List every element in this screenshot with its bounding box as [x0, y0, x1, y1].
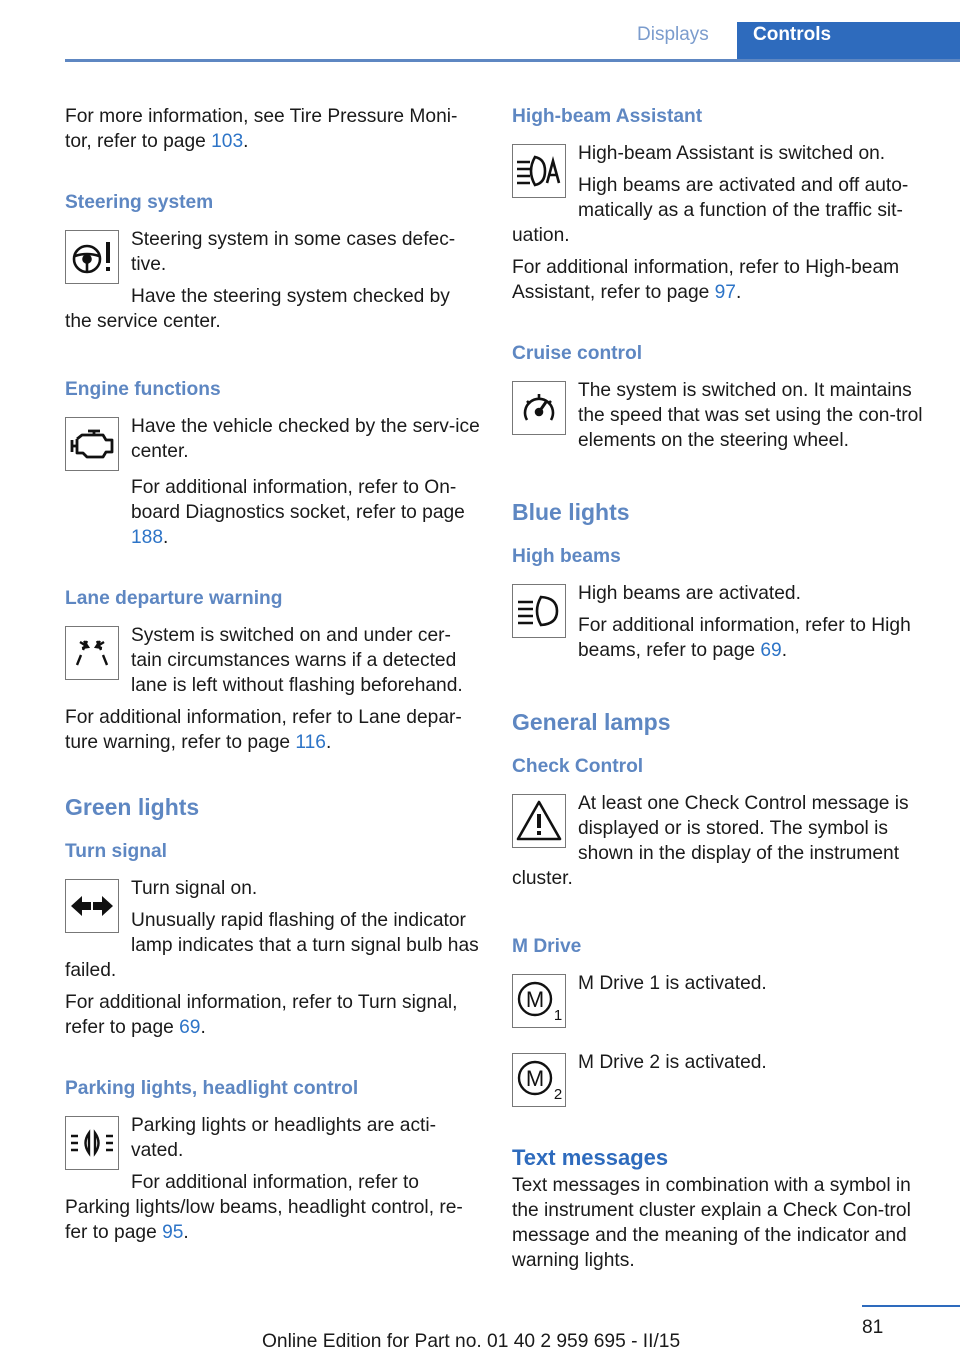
engine-end: .: [163, 527, 169, 548]
left-column: [65, 104, 480, 1252]
high-beams-end: .: [781, 640, 788, 661]
check-control-heading: Check Control: [512, 756, 644, 777]
high-beams-entry: [512, 581, 927, 670]
engine-heading: Engine functions: [65, 379, 221, 400]
m-drive-1-icon-letter: M: [525, 987, 545, 1012]
check-control-line1: At least one Check Control message is displayed or is stored. The symbol is shown in the display of the instrument cluster.: [512, 793, 909, 889]
blue-lights-heading: Blue lights: [512, 499, 630, 525]
page-number: 81: [862, 1317, 884, 1338]
m-drive-1-line: M Drive 1 is activated.: [578, 973, 767, 994]
hba-page-link[interactable]: 97: [714, 282, 736, 303]
parking-line2-text: For additional information, refer to Parking lights/low beams, headlight control, re-fer to page: [65, 1172, 463, 1243]
high-beams-line1: High beams are activated.: [578, 583, 801, 604]
cruise-control-icon: [512, 381, 566, 435]
cruise-entry: [512, 378, 927, 460]
engine-line2-text: For additional information, refer to On-board Diagnostics socket, refer to page: [131, 477, 465, 523]
high-beams-heading: High beams: [512, 546, 621, 567]
hba-line1: High-beam Assistant is switched on.: [578, 143, 886, 164]
check-control-icon: [512, 794, 566, 848]
parking-lights-icon: [65, 1116, 119, 1170]
high-beam-icon: [512, 584, 566, 638]
hba-heading: High-beam Assistant: [512, 106, 703, 127]
steering-entry: [65, 227, 480, 341]
parking-entry: [65, 1113, 480, 1252]
lane-line1: System is switched on and under cer-tain circumstances warns if a detected lane is left without flashing beforehand.: [131, 625, 463, 696]
header-rule: [65, 59, 960, 62]
lane-end: .: [325, 732, 332, 753]
turn-line3: [65, 990, 480, 1040]
high-beams-line2: [512, 613, 927, 663]
text-messages-line: Text messages in combination with a symbol in the instrument cluster explain a Check Con-trol message and the meaning of the indicator and warning lights.: [512, 1175, 911, 1271]
right-column: [512, 104, 927, 1281]
steering-line2: Have the steering system checked by the service center.: [65, 286, 450, 332]
hba-end: .: [735, 282, 742, 303]
lane-line2: [65, 705, 480, 755]
high-beam-assistant-icon: [512, 144, 566, 198]
parking-line2: [65, 1170, 480, 1245]
parking-end: .: [183, 1222, 189, 1243]
engine-icon: [65, 417, 119, 471]
hba-line2: High beams are activated and off auto-matically as a function of the traffic sit-uation.: [512, 175, 909, 246]
lane-page-link[interactable]: 116: [295, 732, 326, 753]
turn-line3-text: For additional information, refer to Turn signal, refer to page: [65, 992, 458, 1038]
lane-line2-text: For additional information, refer to Lane depar-ture warning, refer to page: [65, 707, 462, 753]
cruise-line1: The system is switched on. It maintains the speed that was set using the con-trol elements on the steering wheel.: [578, 380, 923, 451]
lane-departure-icon: [65, 626, 119, 680]
parking-page-link[interactable]: 95: [162, 1222, 184, 1243]
footer-rule: [862, 1305, 960, 1307]
engine-line1: Have the vehicle checked by the serv-ice center.: [131, 416, 480, 462]
turn-signal-icon: [65, 879, 119, 933]
cruise-heading: Cruise control: [512, 343, 643, 364]
m-drive-heading: M Drive: [512, 936, 582, 957]
turn-line2: Unusually rapid flashing of the indicator lamp indicates that a turn signal bulb has failed.: [65, 910, 479, 981]
tpm-paragraph: [65, 104, 480, 154]
hba-line3-text: For additional information, refer to High-beam Assistant, refer to page: [512, 257, 900, 303]
m-drive-gap: [512, 1032, 927, 1050]
edition-note: Online Edition for Part no. 01 40 2 959 695 - II/15: [262, 1331, 681, 1352]
steering-warning-icon: [65, 230, 119, 284]
turn-end: .: [200, 1017, 206, 1038]
header-tab-controls[interactable]: [737, 22, 960, 62]
header-tab-controls-label: Controls: [753, 24, 832, 45]
header-tab-displays[interactable]: Displays: [637, 24, 709, 45]
turn-line1: Turn signal on.: [131, 878, 258, 899]
engine-entry: [65, 414, 480, 475]
lane-entry: [65, 623, 480, 705]
check-control-entry: [512, 791, 927, 898]
turn-page-link[interactable]: 69: [179, 1017, 201, 1038]
steering-line1: Steering system in some cases defec-tive.: [131, 229, 456, 275]
hba-entry: [512, 141, 927, 255]
m-drive-2-icon: [512, 1053, 566, 1107]
general-lamps-heading: General lamps: [512, 709, 671, 735]
tpm-text: For more information, see Tire Pressure Moni-tor, refer to page: [65, 106, 458, 152]
tpm-end: .: [243, 131, 249, 152]
parking-line1: Parking lights or headlights are acti-vated.: [131, 1115, 437, 1161]
m-drive-1-icon-num: 1: [553, 1007, 563, 1024]
tpm-page-link[interactable]: 103: [211, 131, 244, 152]
m-drive-2-line: M Drive 2 is activated.: [578, 1052, 767, 1073]
parking-heading: Parking lights, headlight control: [65, 1078, 359, 1099]
m-drive-2-entry: [512, 1050, 927, 1111]
text-messages-heading: Text messages: [512, 1145, 669, 1170]
lane-heading: Lane departure warning: [65, 588, 283, 609]
high-beams-line2-text: For additional information, refer to High beams, refer to page: [578, 615, 911, 661]
hba-line3: [512, 255, 927, 305]
high-beams-page-link[interactable]: 69: [760, 640, 782, 661]
m-drive-2-icon-num: 2: [553, 1086, 563, 1103]
m-drive-2-icon-letter: M: [525, 1066, 545, 1091]
green-lights-heading: Green lights: [65, 794, 200, 820]
m-drive-1-icon: [512, 974, 566, 1028]
engine-line2: [131, 475, 480, 550]
steering-heading: Steering system: [65, 192, 214, 213]
m-drive-1-entry: [512, 971, 927, 1032]
turn-heading: Turn signal: [65, 841, 167, 862]
turn-entry: [65, 876, 480, 990]
engine-page-link[interactable]: 188: [131, 527, 164, 548]
